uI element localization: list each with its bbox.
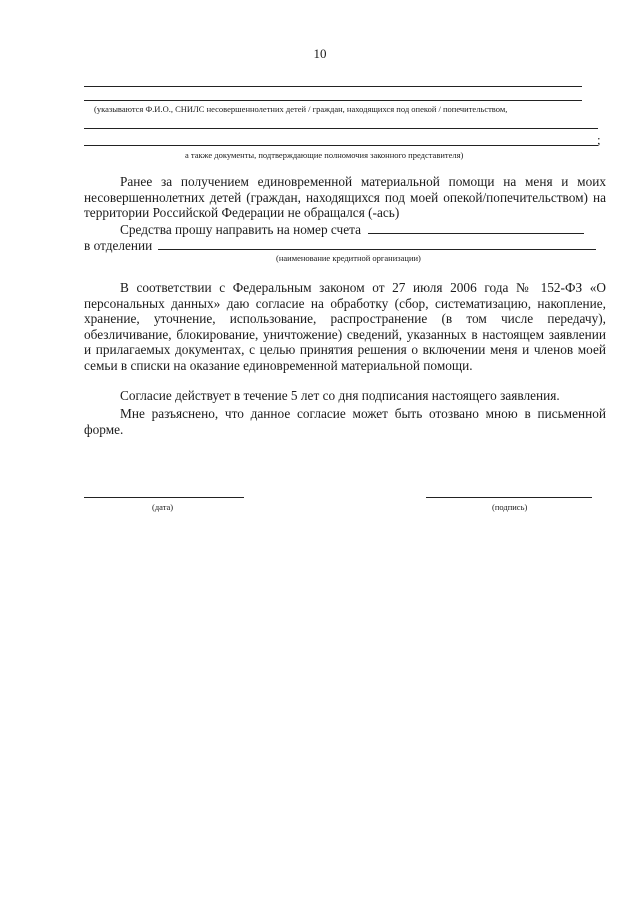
fill-line-documents-1[interactable] (84, 128, 598, 129)
caption-date-hint: (дата) (152, 502, 174, 512)
semicolon-mark: ; (597, 132, 601, 147)
caption-children-hint: (указываются Ф.И.О., СНИЛС несовершеннолетних детей / граждан, находящихся под опекой / попечительством, (94, 104, 508, 114)
account-label: Средства прошу направить на номер счета (120, 222, 362, 237)
fill-line-documents-2[interactable] (84, 145, 598, 146)
signature-field[interactable] (426, 497, 592, 498)
page-number: 10 (313, 46, 327, 61)
fill-line-children-2[interactable] (84, 100, 582, 101)
branch-label: в отделении (84, 238, 153, 253)
branch-row (84, 238, 596, 254)
paragraph-revocation: Мне разъяснено, что данное согласие может быть отозвано мною в письменной форме. (84, 406, 606, 437)
paragraph-validity: Согласие действует в течение 5 лет со дня подписания настоящего заявления. (120, 388, 560, 403)
account-row (120, 222, 584, 238)
fill-line-children-1[interactable] (84, 86, 582, 87)
paragraph-consent: В соответствии с Федеральным законом от 27 июля 2006 года № 152-ФЗ «О персональных данных» даю согласие на обработку (сбор, систематизацию, накопление, хранение, уточнение, использование, распространение (в том числе передачу), обезличивание, блокирование, уничтожение) сведений, указанных в настоящем заявлении и прилагаемых документах, с целью принятия решения о включении меня и членов моей семьи в списки на оказание единовременной материальной помощи. (84, 280, 606, 373)
paragraph-prior-request: Ранее за получением единовременной материальной помощи на меня и моих несовершеннолетних детей (граждан, находящихся под моей опекой/попечительством) на территории Российской Федерации не обращался (-ась) (84, 174, 606, 221)
date-field[interactable] (84, 497, 244, 498)
account-number-field[interactable] (368, 223, 584, 234)
bank-name-field[interactable] (158, 239, 596, 250)
caption-documents-hint: а также документы, подтверждающие полномочия законного представителя) (185, 150, 464, 160)
caption-signature-hint: (подпись) (492, 502, 528, 512)
caption-bank-hint: (наименование кредитной организации) (276, 253, 421, 263)
